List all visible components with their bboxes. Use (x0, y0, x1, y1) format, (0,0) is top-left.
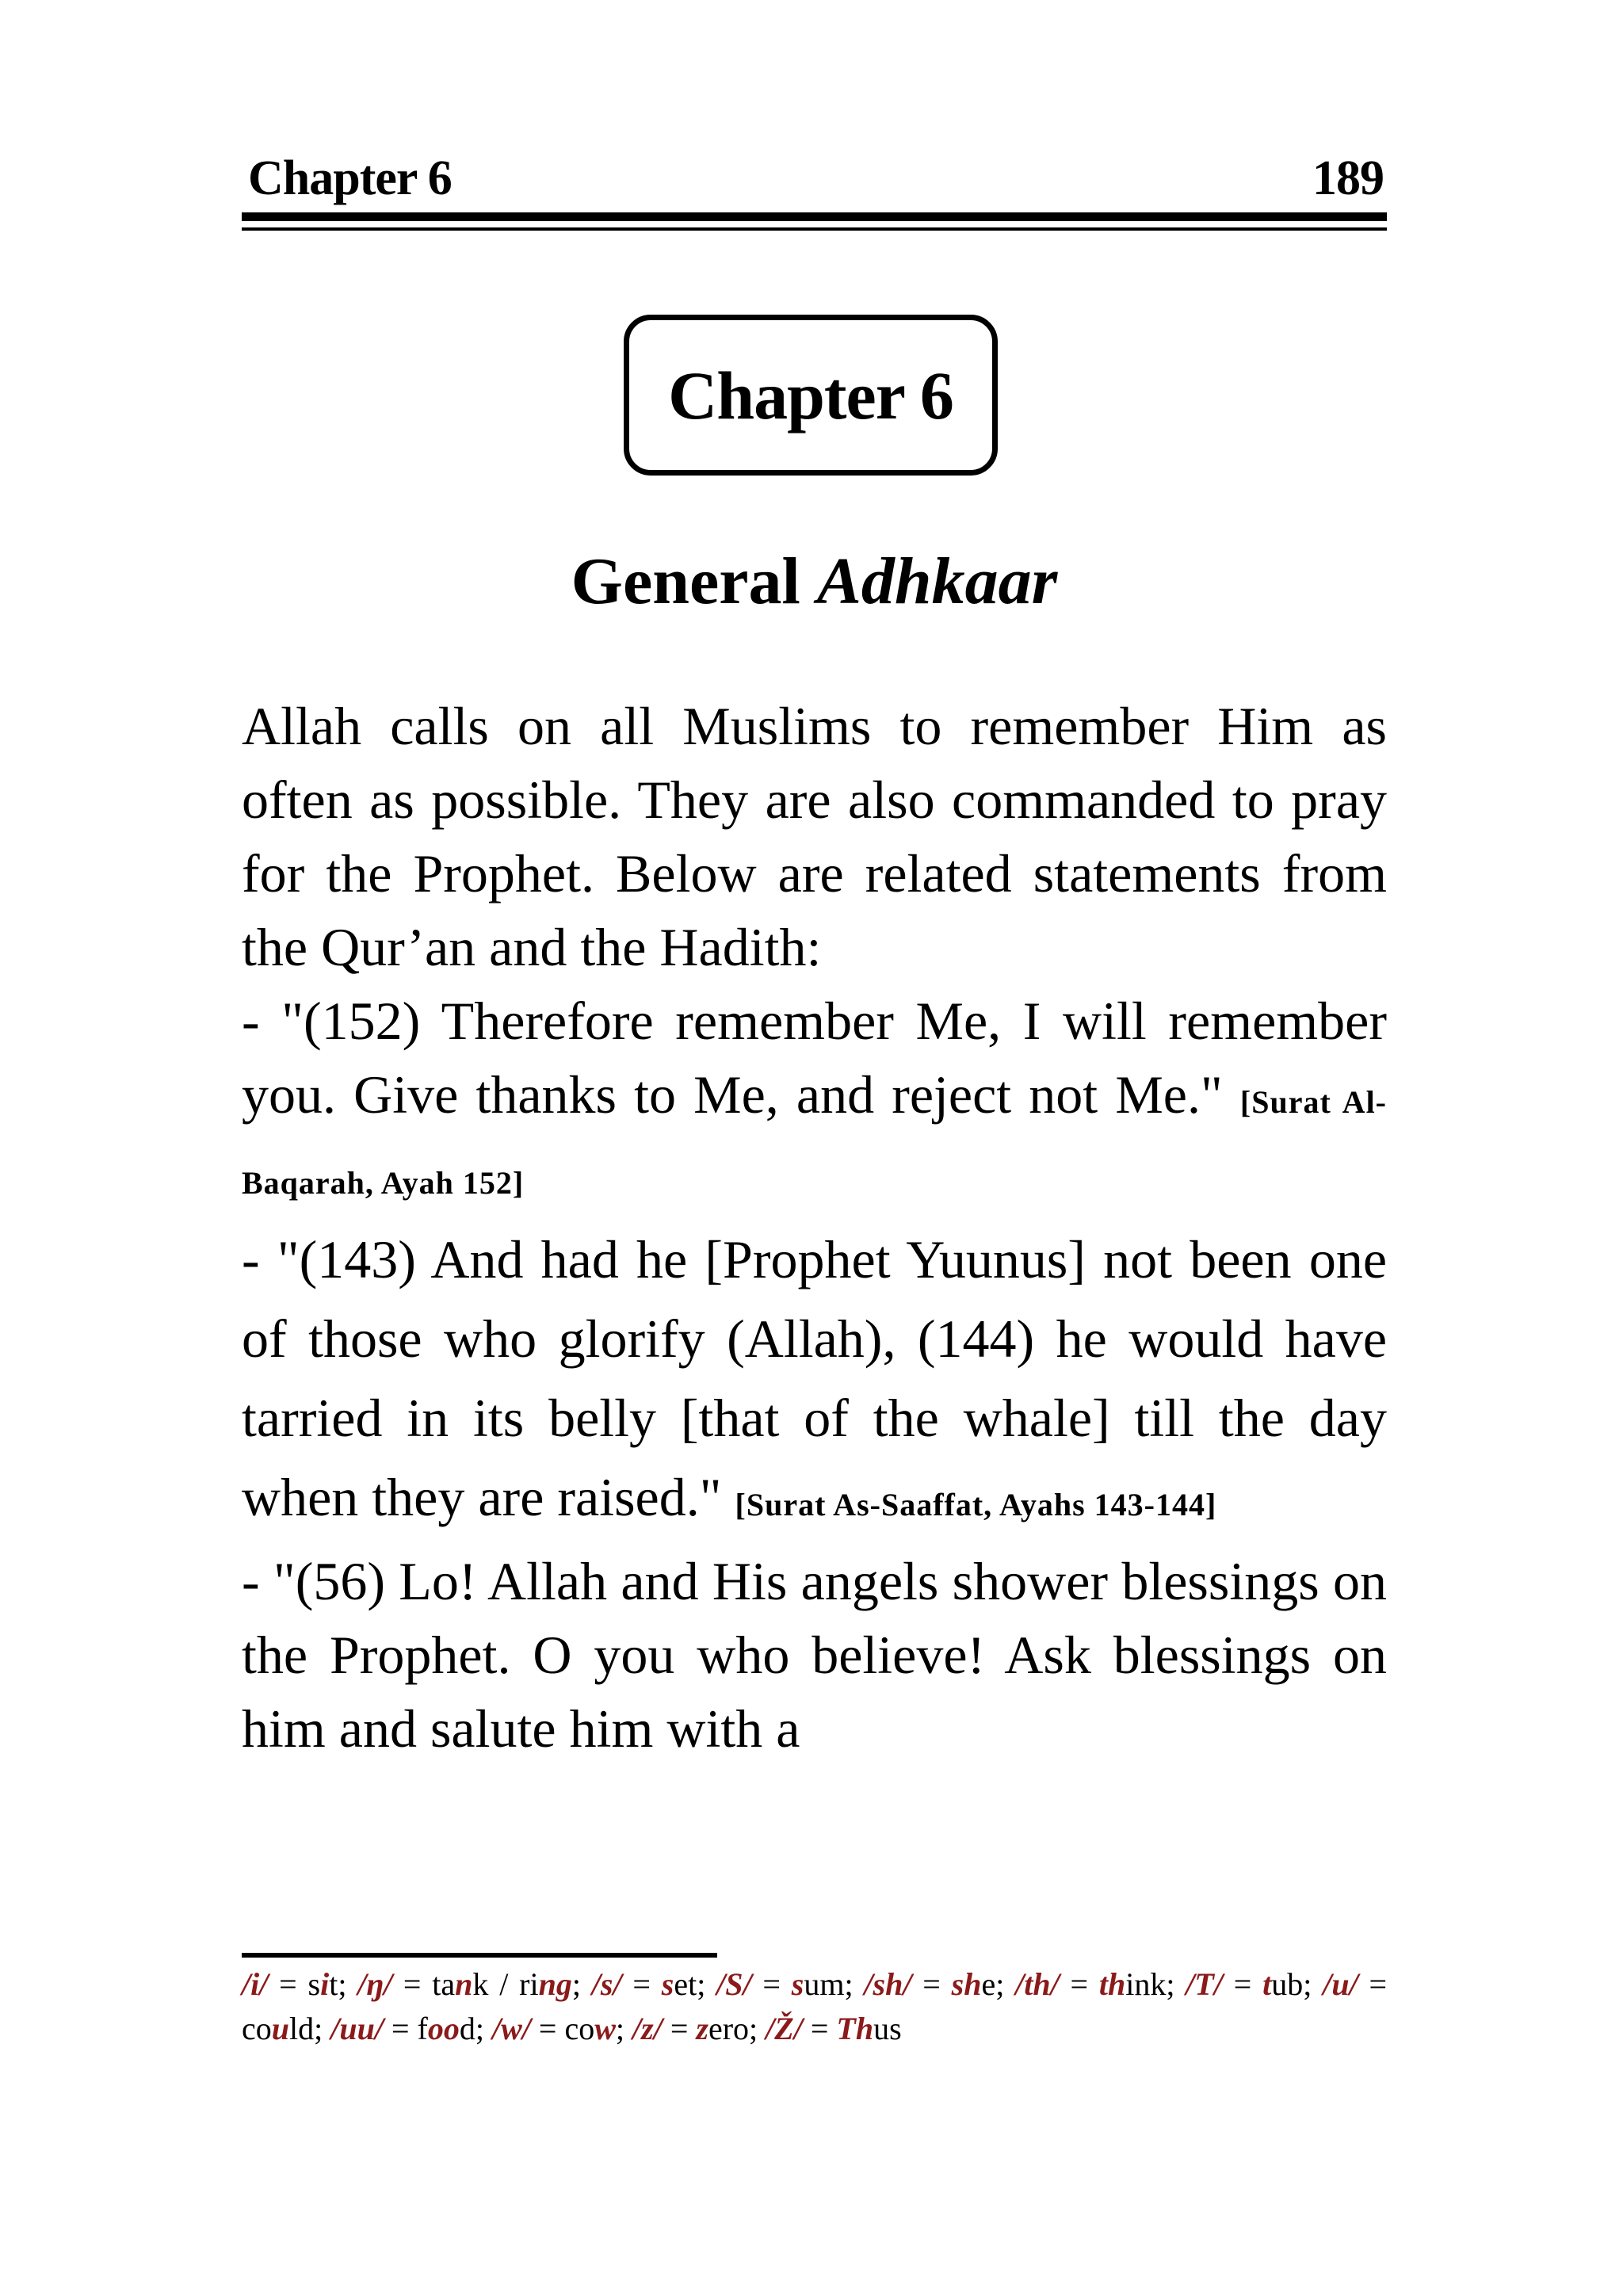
phonetic-symbol: /ŋ/ (357, 1966, 393, 2002)
phonetic-key-entry: /w/ = cow; (491, 2011, 625, 2046)
example-suffix: k / ri (472, 1966, 539, 2002)
example-highlight: th (1098, 1966, 1126, 2002)
chapter-title-box (624, 315, 998, 476)
example-suffix: ld; (289, 2011, 323, 2046)
phonetic-symbol: /sh/ (864, 1966, 912, 2002)
header-rule-thick (242, 212, 1387, 221)
running-header (242, 151, 1387, 204)
phonetic-symbol: /s/ (591, 1966, 622, 2002)
phonetic-key-entry: /u/ = could; (242, 1966, 1388, 2046)
example-prefix: ta (432, 1966, 456, 2002)
example-suffix: et; (674, 1966, 706, 2002)
phonetic-symbol: /th/ (1015, 1966, 1060, 2002)
phonetic-key-entry: /th/ = think; (1015, 1966, 1175, 2002)
example-highlight: Th (836, 2011, 874, 2046)
example-highlight: z (696, 2011, 708, 2046)
example-highlight: s (791, 1966, 804, 2002)
example-suffix: ; (571, 1966, 581, 2002)
example-highlight: t (1262, 1966, 1272, 2002)
example-highlight: sh (951, 1966, 982, 2002)
phonetic-symbol: /z/ (632, 2011, 663, 2046)
example-highlight: w (594, 2011, 616, 2046)
quote-2-text: - "(143) And had he [Prophet Yuunus] not been one of those who glorify (Allah), (144) he would have tarried in its belly [that of the whale] till the day when they are raised." (242, 1229, 1387, 1527)
header-rule-thin (242, 227, 1387, 231)
phonetic-key-entry (539, 1966, 581, 2002)
phonetic-symbol: /w/ (491, 2011, 531, 2046)
example-prefix: co (242, 2011, 272, 2046)
phonetic-key-entry: /ŋ/ = tank / ri (357, 1966, 539, 2002)
quote-paragraph-3: - "(56) Lo! Allah and His angels shower blessings on the Prophet. O you who believe! Ask blessings on him and salute him with a (242, 1551, 1387, 1759)
phonetic-key-entry: /sh/ = she; (864, 1966, 1005, 2002)
example-highlight: n (455, 1966, 473, 2002)
page-number: 189 (1312, 151, 1384, 205)
phonetic-key-entry: /uu/ = food; (330, 2011, 484, 2046)
example-suffix: ink; (1125, 1966, 1175, 2002)
quote-1-text: - "(152) Therefore remember Me, I will remember you. Give thanks to Me, and reject not Me." (242, 991, 1387, 1125)
example-suffix: e; (981, 1966, 1005, 2002)
phonetic-symbol: /S/ (716, 1966, 752, 2002)
example-highlight: oo (427, 2011, 460, 2046)
chapter-title: Chapter 6 (668, 357, 953, 434)
header-chapter: Chapter 6 (248, 151, 452, 205)
quote-paragraph-1 (242, 984, 1387, 1220)
example-suffix: ero; (708, 2011, 758, 2046)
phonetic-key-entry: /Ž/ = Thus (766, 2011, 902, 2046)
example-suffix: ub; (1271, 1966, 1312, 2002)
phonetic-key-entry: /s/ = set; (591, 1966, 706, 2002)
intro-paragraph: Allah calls on all Muslims to remember Him as often as possible. They are also commanded to pray for the Prophet. Below are related statements from the Qur’an and the Hadith: (242, 696, 1387, 977)
example-highlight: ng (538, 1966, 572, 2002)
body-text (242, 690, 1387, 1766)
section-title (242, 543, 1387, 620)
phonetic-symbol: /u/ (1323, 1966, 1358, 2002)
quote-1-reference: [Surat Al-Baqarah, Ayah 152] (242, 1084, 1388, 1201)
example-prefix: s (307, 1966, 321, 2002)
phonetic-key-entry: /z/ = zero; (632, 2011, 758, 2046)
example-prefix: f (417, 2011, 428, 2046)
section-title-plain: General (571, 544, 817, 618)
phonetic-key-footnote (242, 1962, 1387, 2051)
phonetic-symbol: /uu/ (330, 2011, 384, 2046)
example-suffix: ; (615, 2011, 625, 2046)
phonetic-symbol: /Ž/ (766, 2011, 803, 2046)
example-suffix: um; (804, 1966, 854, 2002)
section-title-italic: Adhkaar (816, 544, 1058, 618)
phonetic-key-entry: /i/ = sit; (242, 1966, 347, 2002)
phonetic-symbol: /T/ (1186, 1966, 1223, 2002)
phonetic-symbol: /i/ (242, 1966, 269, 2002)
example-highlight: u (271, 2011, 290, 2046)
quote-paragraph-2 (242, 1220, 1387, 1545)
phonetic-key-entry: /T/ = tub; (1186, 1966, 1312, 2002)
example-suffix: us (873, 2011, 902, 2046)
example-suffix: d; (459, 2011, 484, 2046)
example-suffix: t; (329, 1966, 347, 2002)
example-highlight: i (320, 1966, 330, 2002)
example-prefix: co (564, 2011, 595, 2046)
example-highlight: s (661, 1966, 674, 2002)
phonetic-key-entry: /S/ = sum; (716, 1966, 854, 2002)
footnote-rule (242, 1953, 717, 1958)
quote-2-reference: [Surat As-Saaffat, Ayahs 143-144] (735, 1487, 1217, 1522)
